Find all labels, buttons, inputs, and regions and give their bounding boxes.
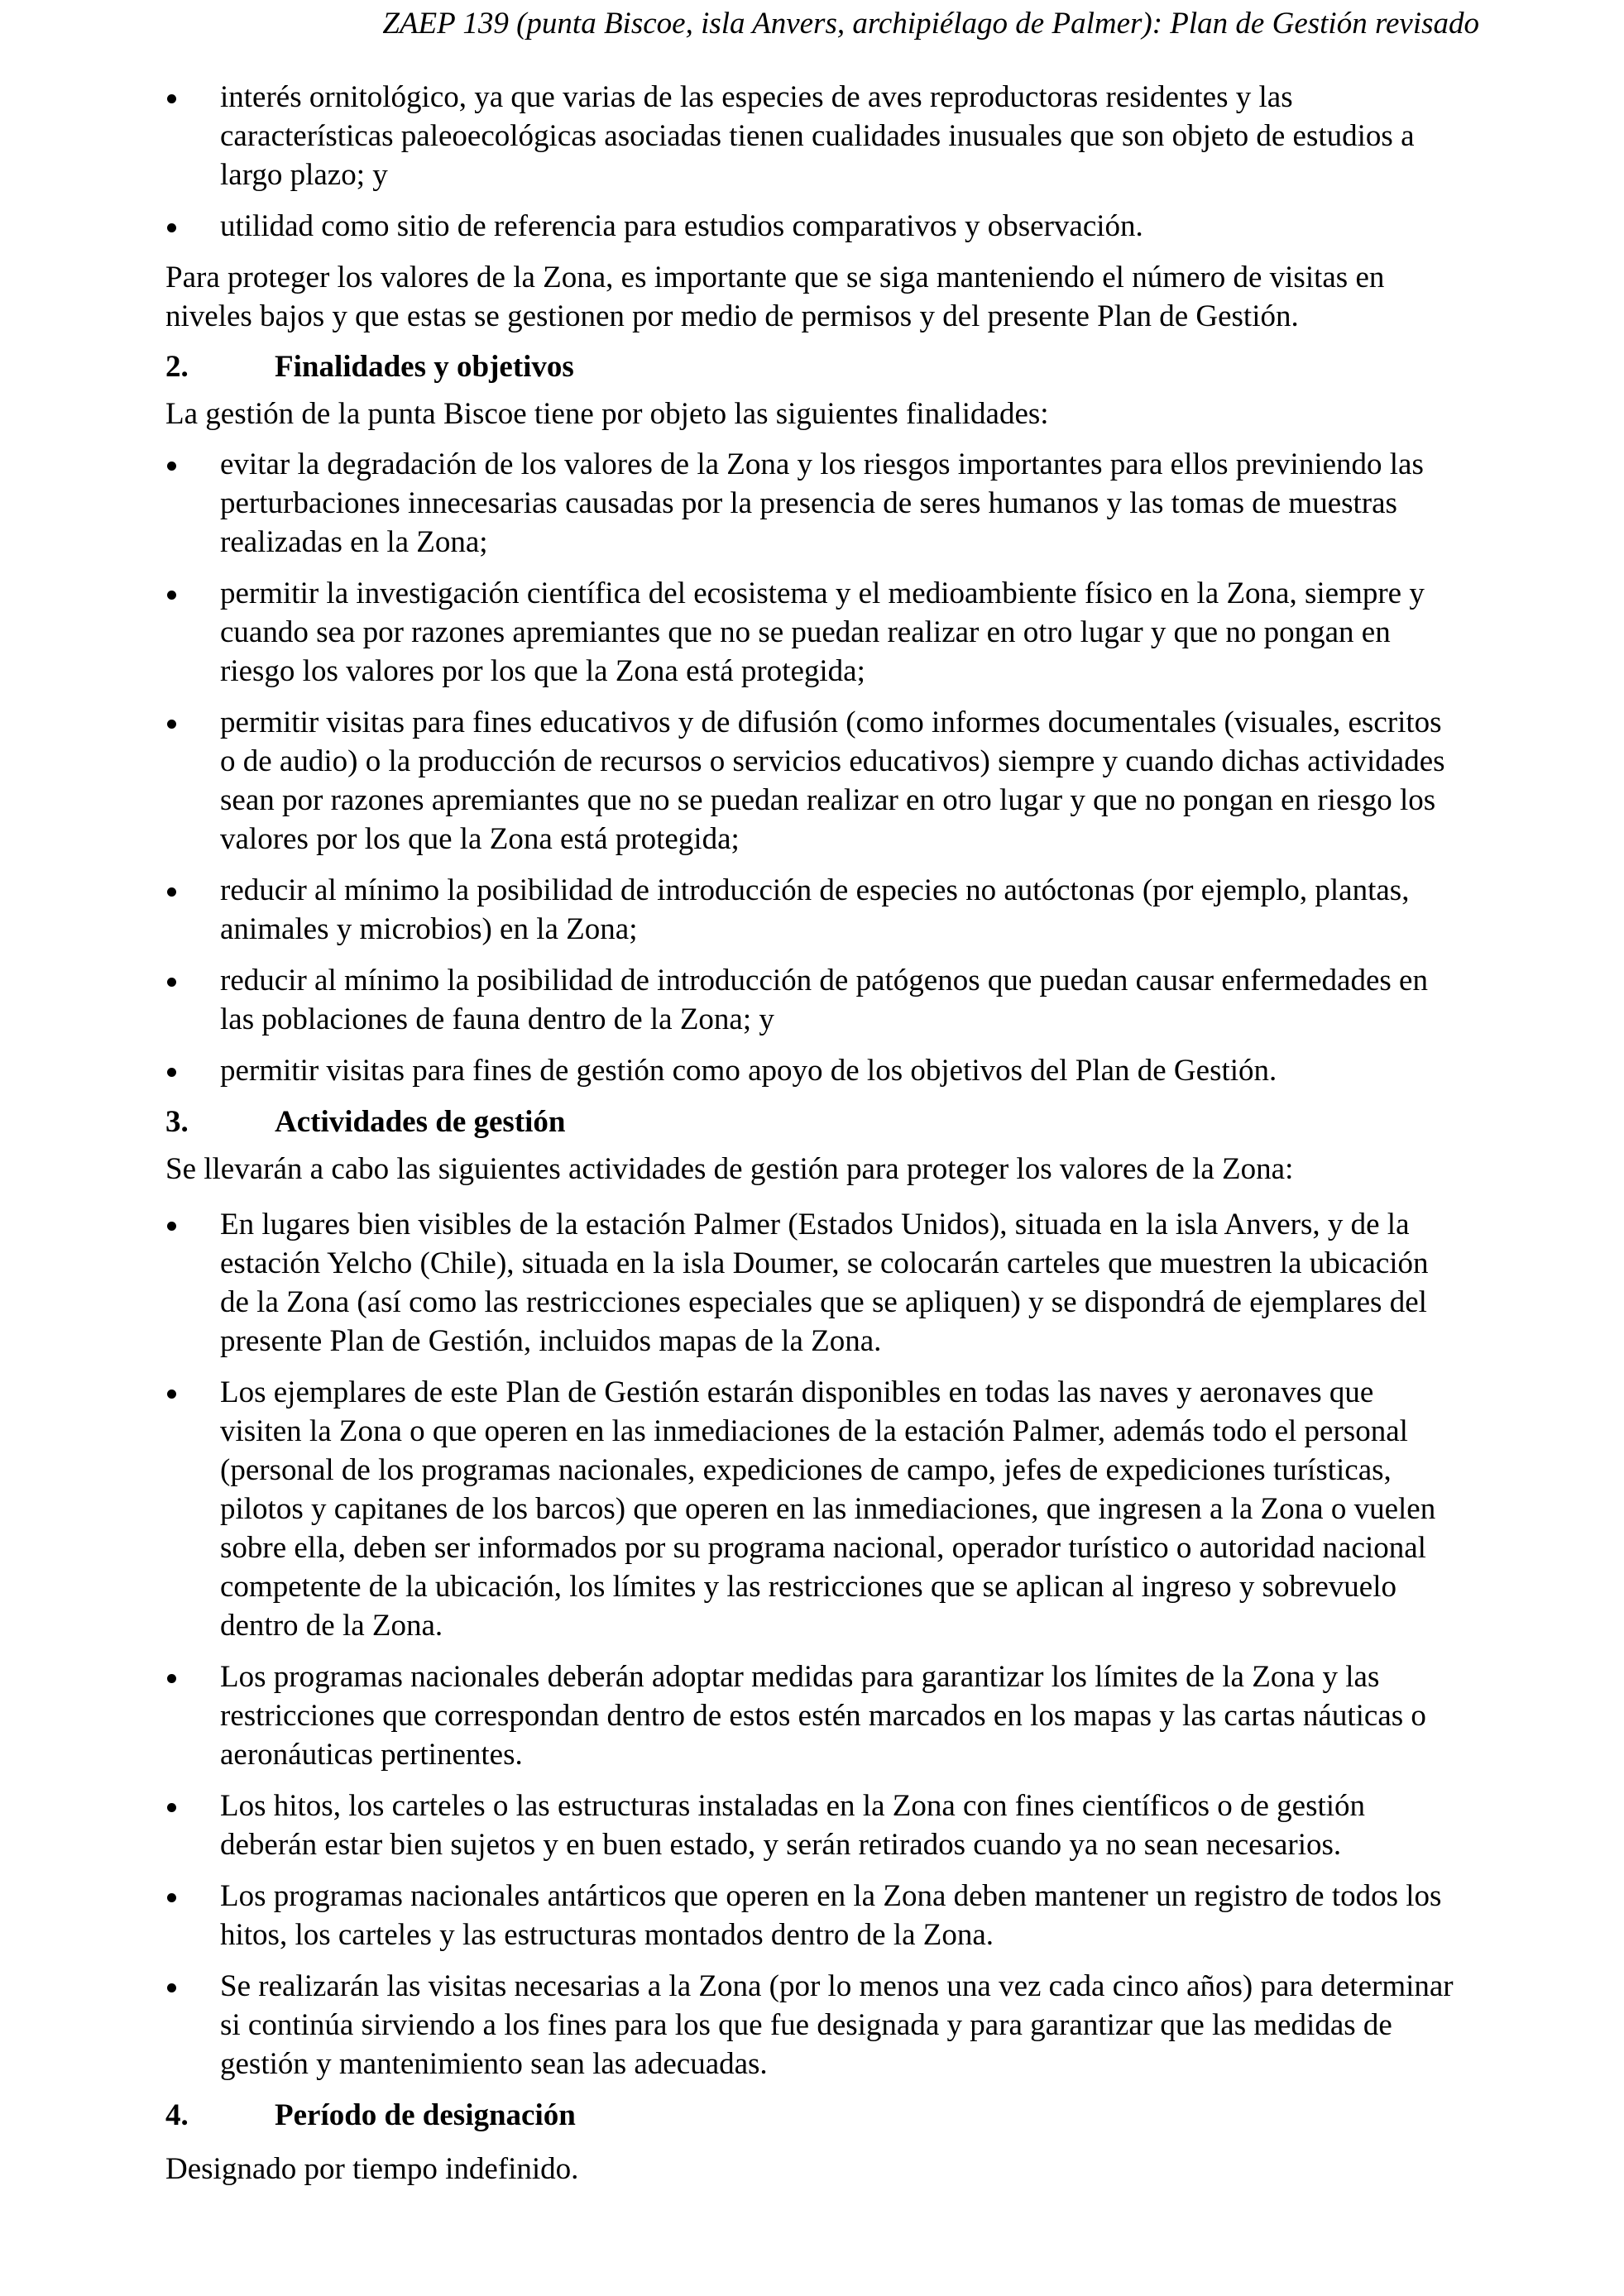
bullet-icon [167, 462, 176, 471]
list-item [165, 1205, 1463, 1361]
list-item [165, 1051, 1463, 1090]
list-item-text: Los ejemplares de este Plan de Gestión estarán disponibles en todas las naves y aeronaves que visiten la Zona o que operen en las inmediaciones de la estación Palmer, además todo el personal (personal de los programas nacionales, expediciones de campo, jefes de expediciones turísticas, pilotos y capitanes de los barcos) que operen en las inmediaciones, que ingresen a la Zona o vuelen sobre ella, deben ser informados por su programa nacional, operador turístico o autoridad nacional competente de la ubicación, los límites y las restricciones que se aplican al ingreso y sobrevuelo dentro de la Zona. [220, 1375, 1436, 1643]
list-item-text: reducir al mínimo la posibilidad de introducción de patógenos que puedan causar enfermedades en las poblaciones de fauna dentro de la Zona; y [220, 964, 1428, 1036]
list-item-text: Los programas nacionales antárticos que operen en la Zona deben mantener un registro de todos los hitos, los carteles y las estructuras montados dentro de la Zona. [220, 1879, 1442, 1952]
bullet-icon [167, 1893, 176, 1902]
bullet-icon [167, 591, 176, 600]
section3-bullet-list [165, 1205, 1463, 2083]
list-item [165, 207, 1463, 246]
list-item [165, 574, 1463, 691]
list-item [165, 78, 1463, 194]
list-item [165, 961, 1463, 1039]
list-item-text: Los hitos, los carteles o las estructuras instaladas en la Zona con fines científicos o de gestión deberán estar bien sujetos y en buen estado, y serán retirados cuando ya no sean necesarios. [220, 1789, 1366, 1862]
running-header: ZAEP 139 (punta Biscoe, isla Anvers, archipiélago de Palmer): Plan de Gestión revisado [382, 7, 1479, 41]
section-text: Designado por tiempo indefinido. [165, 2152, 579, 2186]
list-item-text: utilidad como sitio de referencia para estudios comparativos y observación. [220, 209, 1143, 243]
bullet-icon [167, 1803, 176, 1812]
bullet-icon [167, 1222, 176, 1231]
bullet-icon [167, 1674, 176, 1683]
section-heading-3 [165, 1103, 1463, 1141]
intro-paragraph: Para proteger los valores de la Zona, es importante que se siga manteniendo el número de visitas en niveles bajos y que estas se gestionen por medio de permisos y del presente Plan de Gestión. [165, 261, 1385, 333]
list-item-text: evitar la degradación de los valores de la Zona y los riesgos importantes para ellos previniendo las perturbaciones innecesarias causadas por la presencia de seres humanos y las tomas de muestras realizadas en la Zona; [220, 447, 1424, 559]
list-item-text: permitir visitas para fines educativos y de difusión (como informes documentales (visuales, escritos o de audio) o la producción de recursos o servicios educativos) siempre y cuando dichas actividades sean por razones apremiantes que no se puedan realizar en otro lugar y que no pongan en riesgo los valores por los que la Zona está protegida; [220, 706, 1445, 856]
section-number: 2. [165, 350, 189, 384]
list-item-text: permitir visitas para fines de gestión como apoyo de los objetivos del Plan de Gestión. [220, 1054, 1277, 1088]
bullet-icon [167, 1068, 176, 1077]
list-item-text: interés ornitológico, ya que varias de las especies de aves reproductoras residentes y las características paleoecológicas asociadas tienen cualidades inusuales que son objeto de estudios a largo plazo; y [220, 80, 1415, 192]
list-item-text: reducir al mínimo la posibilidad de introducción de especies no autóctonas (por ejemplo, plantas, animales y microbios) en la Zona; [220, 873, 1410, 946]
bullet-icon [167, 1983, 176, 1992]
list-item [165, 445, 1463, 562]
section-title: Finalidades y objetivos [275, 350, 574, 384]
list-item [165, 1967, 1463, 2083]
section-number: 3. [165, 1105, 189, 1139]
section-title: Período de designación [275, 2098, 576, 2132]
section2-bullet-list [165, 445, 1463, 1090]
section-heading-2 [165, 347, 1463, 386]
list-item-text: permitir la investigación científica del ecosistema y el medioambiente físico en la Zona, siempre y cuando sea por razones apremiantes que no se puedan realizar en otro lugar y que no pongan en riesgo los valores por los que la Zona está protegida; [220, 576, 1425, 688]
list-item [165, 1877, 1463, 1954]
list-item-text: En lugares bien visibles de la estación Palmer (Estados Unidos), situada en la isla Anvers, y de la estación Yelcho (Chile), situada en la isla Doumer, se colocarán carteles que muestren la ubicación de la Zona (así como las restricciones especiales que se apliquen) y se dispondrá de ejemplares del presente Plan de Gestión, incluidos mapas de la Zona. [220, 1208, 1429, 1358]
section-title: Actividades de gestión [275, 1105, 566, 1139]
intro-bullet-list [165, 78, 1463, 246]
list-item-text: Se realizarán las visitas necesarias a la Zona (por lo menos una vez cada cinco años) para determinar si continúa sirviendo a los fines para los que fue designada y para garantizar que las medidas de gestión y mantenimiento sean las adecuadas. [220, 1969, 1454, 2081]
section-lead: La gestión de la punta Biscoe tiene por objeto las siguientes finalidades: [165, 397, 1049, 431]
document-body [165, 78, 1463, 2188]
list-item-text: Los programas nacionales deberán adoptar medidas para garantizar los límites de la Zona y las restricciones que correspondan dentro de estos estén marcados en los mapas y las cartas náuticas o aeronáuticas pertinentes. [220, 1660, 1426, 1772]
list-item [165, 1787, 1463, 1864]
bullet-icon [167, 1390, 176, 1399]
list-item [165, 703, 1463, 859]
bullet-icon [167, 223, 176, 232]
section-lead: Se llevarán a cabo las siguientes actividades de gestión para proteger los valores de la Zona: [165, 1152, 1294, 1186]
bullet-icon [167, 94, 176, 103]
list-item [165, 1373, 1463, 1645]
bullet-icon [167, 887, 176, 897]
bullet-icon [167, 720, 176, 729]
section-heading-4 [165, 2096, 1463, 2135]
list-item [165, 1657, 1463, 1774]
section-number: 4. [165, 2098, 189, 2132]
bullet-icon [167, 978, 176, 987]
list-item [165, 871, 1463, 949]
